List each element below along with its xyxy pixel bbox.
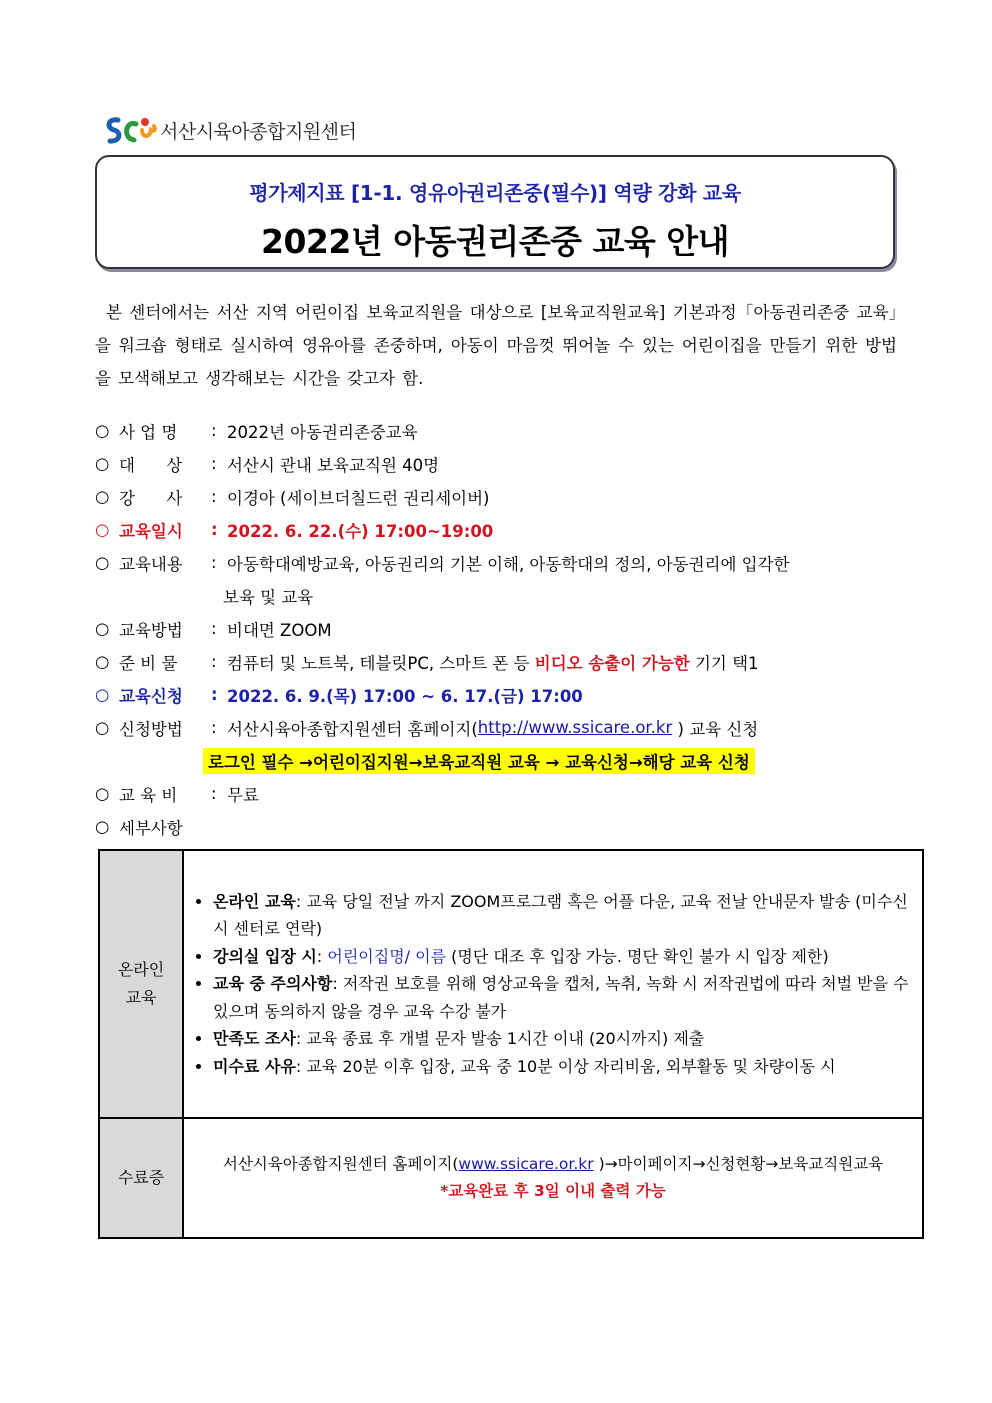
item-content: ○ 교육내용 : 아동학대예방교육, 아동권리의 기본 이해, 아동학대의 정의, 아동권리에 입각한 bbox=[95, 553, 790, 574]
item-detail: ○ 세부사항 bbox=[95, 817, 183, 838]
cert-homepage-link[interactable]: www.ssicare.or.kr bbox=[458, 1155, 594, 1173]
bullet-icon: ○ bbox=[95, 487, 110, 506]
item-prep: ○ 준 비 물 : 컴퓨터 및 노트북, 테블릿PC, 스마트 폰 등 비디오 송출이 가능한 기기 택1 bbox=[95, 652, 759, 673]
bullet-icon: ○ bbox=[95, 784, 110, 803]
bullet-icon: ○ bbox=[95, 520, 110, 539]
item-apply: ○ 교육신청 : 2022. 6. 9.(목) 17:00 ~ 6. 17.(금) 17:00 bbox=[95, 685, 583, 706]
item-apply-path bbox=[95, 744, 905, 777]
bullet-icon: ○ bbox=[95, 619, 110, 638]
cert-header: 수료증 bbox=[99, 1118, 183, 1238]
online-rule-item: • 미수료 사유: 교육 20분 이후 입장, 교육 중 10분 이상 자리비움, 외부활동 및 차량이동 시 bbox=[213, 1053, 915, 1081]
online-details bbox=[183, 850, 923, 1118]
online-header: 온라인 교육 bbox=[99, 850, 183, 1118]
online-rule-item: • 교육 중 주의사항: 저작권 보호를 위해 영상교육을 캡처, 녹취, 녹화 시 저작권법에 따라 처벌 받을 수 있으며 동의하지 않을 경우 교육 수강 불가 bbox=[213, 970, 915, 1025]
item-lecturer: ○ 강 사 : 이경아 (세이브더칠드런 권리세이버) bbox=[95, 487, 490, 508]
item-method: ○ 교육방법 : 비대면 ZOOM bbox=[95, 619, 332, 640]
item-fee: ○ 교 육 비 : 무료 bbox=[95, 784, 259, 805]
center-name: 서산시육아종합지원센터 bbox=[160, 120, 357, 143]
item-date: ○ 교육일시 : 2022. 6. 22.(수) 17:00~19:00 bbox=[95, 520, 494, 541]
info-list bbox=[95, 414, 905, 843]
center-logo bbox=[104, 114, 356, 146]
page-title: 2022년 아동권리존중 교육 안내 bbox=[261, 222, 729, 261]
sci-logo-icon bbox=[104, 114, 158, 146]
bullet-icon: ○ bbox=[95, 685, 110, 704]
bullet-icon: ○ bbox=[95, 454, 110, 473]
cert-details: 서산시육아종합지원센터 홈페이지(www.ssicare.or.kr )→마이페이지→신청현황→보육교직원교육 *교육완료 후 3일 이내 출력 가능 bbox=[183, 1118, 923, 1238]
homepage-link[interactable]: http://www.ssicare.or.kr bbox=[477, 718, 673, 737]
item-target: ○ 대 상 : 서산시 관내 보육교직원 40명 bbox=[95, 454, 440, 475]
bullet-icon: ○ bbox=[95, 718, 110, 737]
intro-paragraph: 본 센터에서는 서산 지역 어린이집 보육교직원을 대상으로 [보육교직원교육] 기본과정「아동권리존중 교육」을 워크숍 형태로 실시하여 영유아를 존중하며, 아동이 마음껏 뛰어놀 수 있는 어린이집을 만들기 위한 방법을 모색해보고 생각해보는 시간을 갖고자 함. bbox=[95, 303, 897, 388]
item-apply-method: ○ 신청방법 : 서산시육아종합지원센터 홈페이지( http://www.ssicare.or.kr ) 교육 신청 bbox=[95, 718, 759, 739]
bullet-icon: ○ bbox=[95, 553, 110, 572]
online-rule-item: • 온라인 교육: 교육 당일 전날 까지 ZOOM프로그램 혹은 어플 다운, 교육 전날 안내문자 발송 (미수신 시 센터로 연락) bbox=[213, 888, 915, 943]
title-subtitle: 평가제지표 [1-1. 영유아권리존중(필수)] 역량 강화 교육 bbox=[249, 181, 741, 205]
detail-table bbox=[98, 849, 924, 1239]
cert-note: *교육완료 후 3일 이내 출력 가능 bbox=[440, 1182, 666, 1200]
bullet-icon: ○ bbox=[95, 652, 110, 671]
online-rule-item: • 강의실 입장 시: 어린이집명/ 이름 (명단 대조 후 입장 가능. 명단 확인 불가 시 입장 제한) bbox=[213, 943, 915, 971]
item-content-cont: 보육 및 교육 bbox=[223, 587, 314, 607]
title-box bbox=[95, 155, 895, 269]
bullet-icon: ○ bbox=[95, 421, 110, 440]
online-rule-item: • 만족도 조사: 교육 종료 후 개별 문자 발송 1시간 이내 (20시까지) 제출 bbox=[213, 1025, 915, 1053]
item-business: ○ 사 업 명 : 2022년 아동권리존중교육 bbox=[95, 421, 418, 442]
online-list bbox=[185, 888, 921, 1081]
apply-path-highlight: 로그인 필수 →어린이집지원→보육교직원 교육 → 교육신청→해당 교육 신청 bbox=[203, 748, 755, 774]
bullet-icon: ○ bbox=[95, 817, 110, 836]
